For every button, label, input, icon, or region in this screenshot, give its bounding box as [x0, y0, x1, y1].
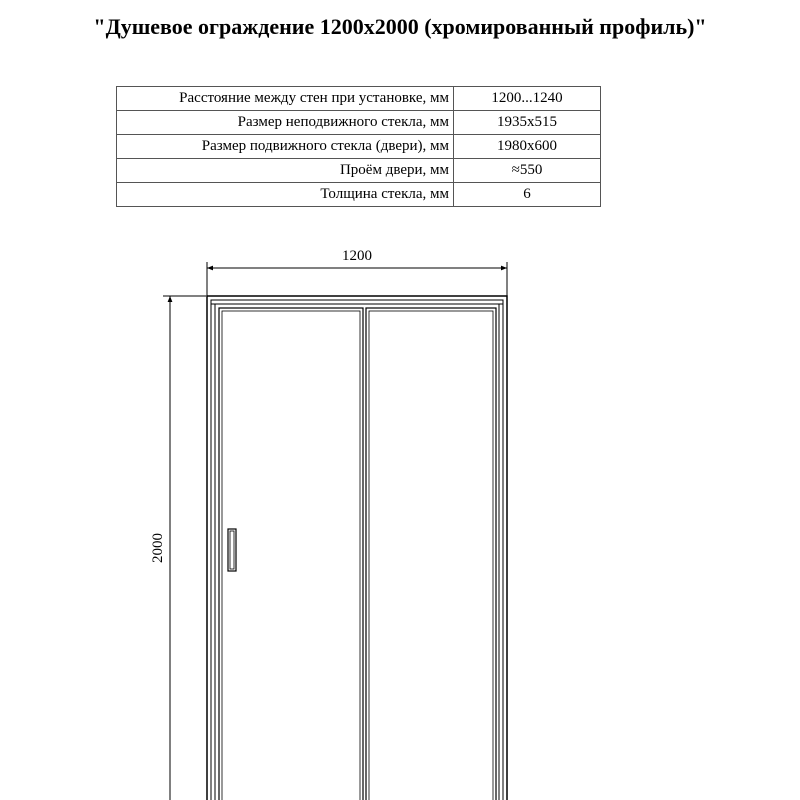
- enclosure-frame: [207, 296, 507, 800]
- spec-name: Размер неподвижного стекла, мм: [117, 111, 454, 135]
- page-title: "Душевое ограждение 1200x2000 (хромированный профиль)": [93, 14, 707, 39]
- spec-name: Расстояние между стен при установке, мм: [117, 87, 454, 111]
- spec-value: 1200...1240: [454, 87, 601, 111]
- fixed-glass-panel: [366, 308, 496, 800]
- height-label: 2000: [150, 533, 166, 563]
- height-dimension: [150, 296, 206, 800]
- door-handle: [228, 529, 236, 571]
- sliding-door-inner: [222, 311, 360, 800]
- spec-value: 1935x515: [454, 111, 601, 135]
- sliding-door-panel: [219, 308, 363, 800]
- door-handle-inner: [230, 531, 234, 569]
- spec-value: 1980x600: [454, 135, 601, 159]
- spec-name: Размер подвижного стекла (двери), мм: [117, 135, 454, 159]
- spec-value: ≈550: [454, 159, 601, 183]
- spec-name: Толщина стекла, мм: [117, 183, 454, 207]
- spec-value: 6: [454, 183, 601, 207]
- outer-frame: [207, 296, 507, 800]
- fixed-glass-inner: [369, 311, 493, 800]
- width-label: 1200: [342, 248, 372, 264]
- width-dimension: [207, 248, 507, 296]
- spec-name: Проём двери, мм: [117, 159, 454, 183]
- inner-frame: [211, 300, 503, 800]
